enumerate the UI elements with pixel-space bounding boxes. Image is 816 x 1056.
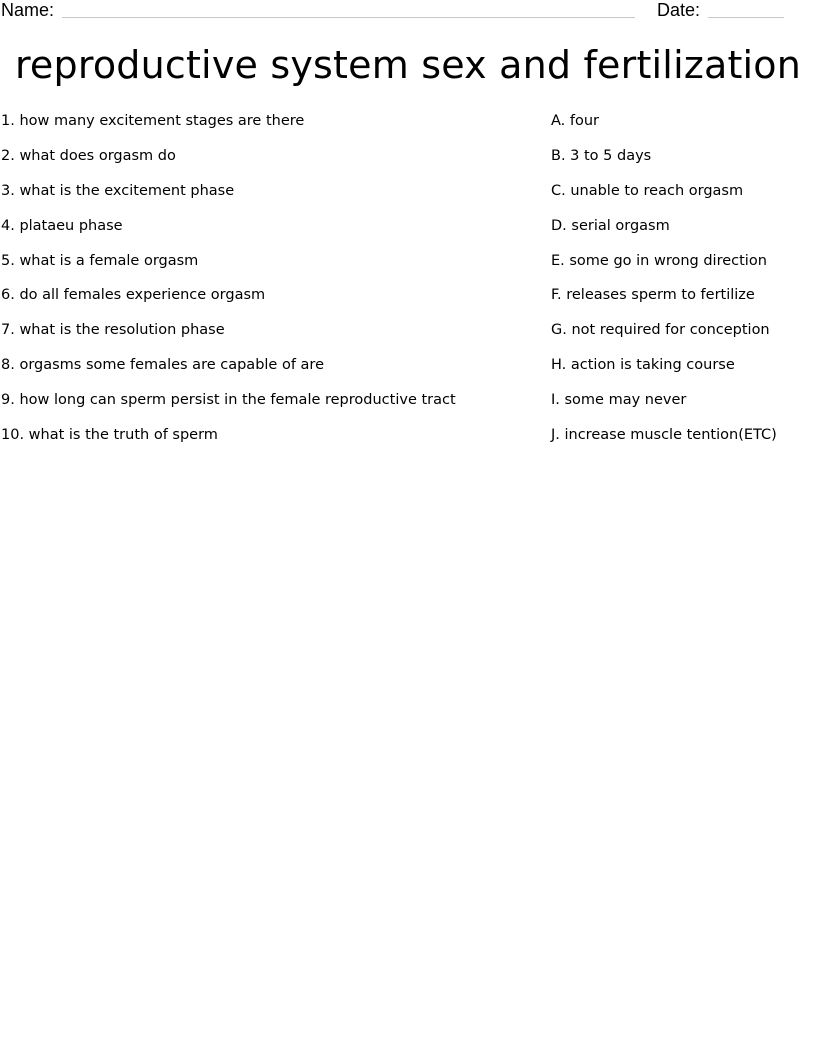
match-row bbox=[0, 216, 816, 251]
question-item: 7. what is the resolution phase bbox=[1, 322, 225, 339]
question-item: 6. do all females experience orgasm bbox=[1, 287, 266, 304]
answer-item: G. not required for conception bbox=[551, 322, 770, 339]
match-row bbox=[0, 390, 816, 425]
question-item: 3. what is the excitement phase bbox=[1, 182, 235, 199]
match-row bbox=[0, 320, 816, 355]
date-field-line[interactable] bbox=[708, 17, 784, 18]
question-item: 4. plataeu phase bbox=[1, 217, 123, 234]
question-item: 9. how long can sperm persist in the female reproductive tract bbox=[1, 392, 456, 409]
match-row bbox=[0, 355, 816, 390]
answer-item: E. some go in wrong direction bbox=[551, 252, 767, 269]
answer-item: I. some may never bbox=[551, 392, 687, 409]
question-item: 8. orgasms some females are capable of are bbox=[1, 357, 324, 374]
question-item: 10. what is the truth of sperm bbox=[1, 427, 218, 444]
date-label: Date: bbox=[657, 0, 701, 20]
answer-item: D. serial orgasm bbox=[551, 217, 670, 234]
worksheet-header bbox=[0, 0, 816, 22]
matching-list bbox=[0, 111, 816, 460]
answer-item: F. releases sperm to fertilize bbox=[551, 287, 755, 304]
question-item: 5. what is a female orgasm bbox=[1, 252, 199, 269]
match-row bbox=[0, 111, 816, 146]
answer-item: A. four bbox=[551, 113, 600, 129]
match-row bbox=[0, 425, 816, 460]
name-label: Name: bbox=[1, 0, 55, 20]
answer-item: J. increase muscle tention(ETC) bbox=[551, 427, 777, 444]
page-title: reproductive system sex and fertilization bbox=[14, 43, 802, 87]
question-item: 2. what does orgasm do bbox=[1, 147, 176, 164]
answer-item: B. 3 to 5 days bbox=[551, 147, 652, 164]
question-item: 1. how many excitement stages are there bbox=[1, 113, 305, 129]
match-row bbox=[0, 251, 816, 286]
match-row bbox=[0, 146, 816, 181]
name-field-line[interactable] bbox=[62, 17, 635, 18]
answer-item: H. action is taking course bbox=[551, 357, 735, 374]
match-row bbox=[0, 285, 816, 320]
match-row bbox=[0, 181, 816, 216]
answer-item: C. unable to reach orgasm bbox=[551, 182, 744, 199]
